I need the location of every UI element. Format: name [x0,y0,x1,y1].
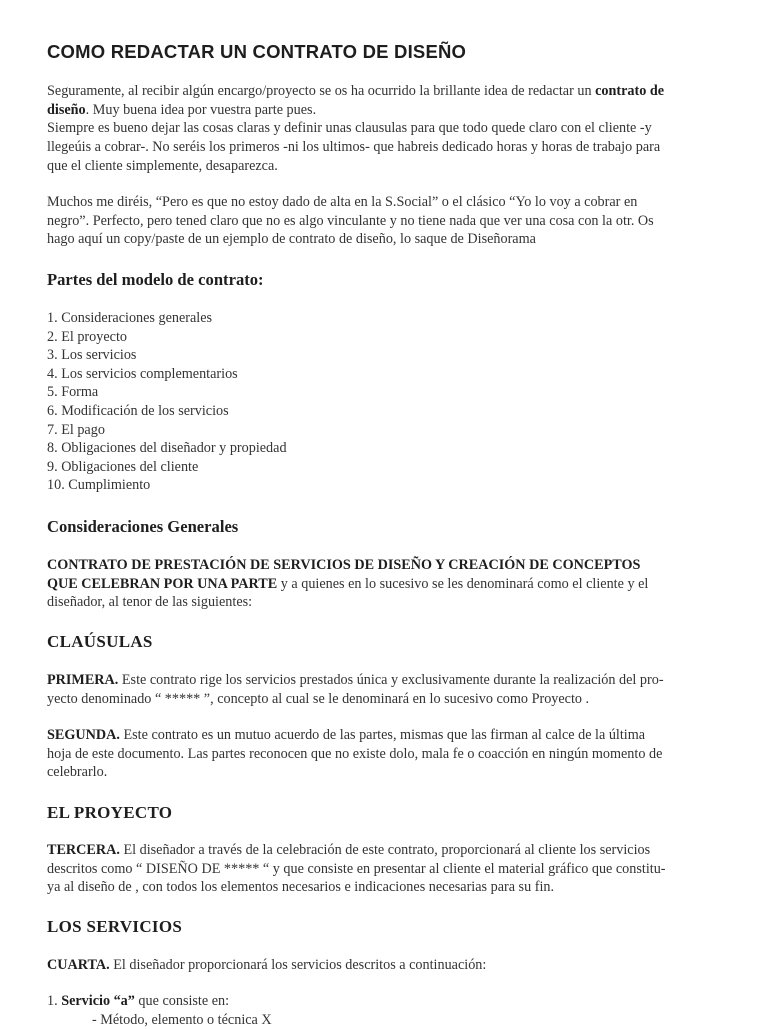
list-item: 10. Cumplimiento [47,477,151,494]
clause-tercera: TERCERA. El diseñador a través de la celebración de este contrato, proporcionará al cliente los servicios descritos como “ DISEÑO DE ***** “ y que consiste en presentar al cliente el material gráfico que constitu- ya al diseño de , con todos los elementos necesarios e indicaciones necesarias para su fin. [47,842,666,896]
list-item: 7. El pago [47,421,105,438]
partes-heading: Partes del modelo de contrato: [47,270,264,289]
list-item: 5. Forma [47,384,99,401]
contract-intro-paragraph: CONTRATO DE PRESTACIÓN DE SERVICIOS DE DISEÑO Y CREACIÓN DE CONCEPTOS QUE CELEBRAN POR UNA PARTE y a quienes en lo sucesivo se les denominará como el cliente y el diseñador, al tenor de las siguientes: [47,557,649,611]
disclaimer-paragraph: Muchos me diréis, “Pero es que no estoy dado de alta en la S.Social” o el clásico “Yo lo voy a cobrar en negro”. Perfecto, pero tened claro que no es algo vinculante y no tiene nada que ver una cosa con la otr. Os hago aquí un copy/paste de un ejemplo de contrato de diseño, lo saque de Diseñorama [47,194,654,248]
clausulas-heading: CLAÚSULAS [47,632,153,651]
list-item: 1. Consideraciones generales [47,310,213,326]
consideraciones-heading: Consideraciones Generales [47,517,239,536]
clause-cuarta: CUARTA. El diseñador proporcionará los servicios descritos a continuación: [47,957,487,973]
clause-segunda: SEGUNDA. Este contrato es un mutuo acuerdo de las partes, mismas que las firman al calce de la última hoja de este documento. Las partes reconocen que no existe dolo, mala fe o coacción en ningún momento de celebrarlo. [47,727,663,781]
list-item: 6. Modificación de los servicios [47,402,229,419]
list-item: 9. Obligaciones del cliente [47,458,199,475]
servicios-heading: LOS SERVICIOS [47,917,183,936]
clause-primera: PRIMERA. Este contrato rige los servicios prestados única y exclusivamente durante la realización del pro- yecto denominado “ ***** ”, concepto al cual se le denominará en lo sucesivo como Proyecto . [47,672,664,707]
page-title: COMO REDACTAR UN CONTRATO DE DISEÑO [47,41,467,62]
list-item: 8. Obligaciones del diseñador y propiedad [47,440,287,457]
contract-parts-list [47,309,287,495]
intro-paragraph: Seguramente, al recibir algún encargo/proyecto se os ha ocurrido la brillante idea de redactar un contrato de diseño. Muy buena idea por vuestra parte pues. Siempre es bueno dejar las cosas claras y definir unas clausulas para que todo quede claro con el cliente -y llegeúis a cobrar-. No seréis los primeros -ni los ultimos- que habreis dedicado horas y horas de trabajo para que el cliente simplemente, desaparezca. [47,83,665,174]
list-item: 2. El proyecto [47,328,127,345]
list-item: 4. Los servicios complementarios [47,365,238,382]
proyecto-heading: EL PROYECTO [47,803,173,822]
list-item: 3. Los servicios [47,347,137,364]
service-a-item: 1. Servicio “a” que consiste en: - Método, elemento o técnica X [47,993,272,1028]
